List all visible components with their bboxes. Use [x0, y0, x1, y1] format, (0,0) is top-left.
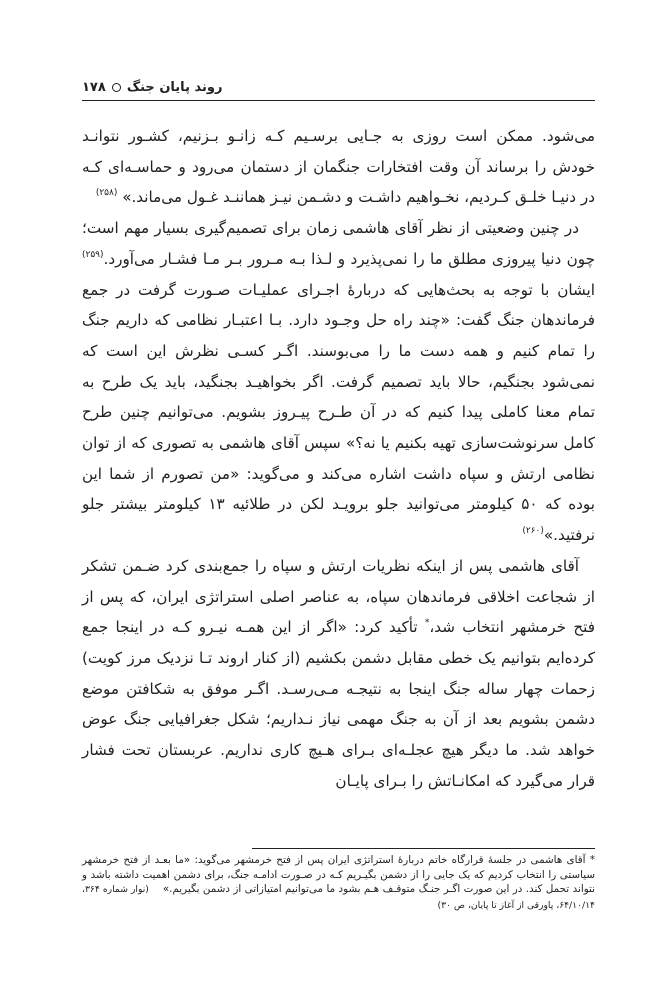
- paragraph-3: آقای هاشمی پس از اینکه نظریات ارتش و سپاه را جمع‌بندی کرد ضـمن تشکر از شجاعت اخلاقی فرماندهان سپاه، به عناصر اصلی استراتژی ایران، که پس از فتح خرمشهر انتخاب شد،* تأکید کرد: «اگر از این همـه نیـرو کـه در اینجا جمع کرده‌ایم بتوانیم یک خطی مقابل دشمن بکشیم (از کنار اروند تـا نزدیک مرز کویت) زحمات چهار ساله جنگ اینجا به نتیجـه مـی‌رسـد. اگـر موفق به شکافتن موضع دشمن بشویم بعد از آن به جنگ مهمی نیاز نـداریم؛ شکل جغرافیایی جنگ عوض خواهد شد. ما دیگر هیچ عجلـه‌ای بـرای هـیچ کاری نداریم. عربستان تحت فشار قرار می‌گیرد که امکانـاتش را بـرای پایـان: [82, 556, 595, 790]
- running-header: [82, 76, 595, 98]
- main-text: [82, 121, 595, 796]
- paragraph-1: می‌شود. ممکن است روزی به جـایی برسـیم کـه زانـو بـزنیم، کشـور نتوانـد خودش را برساند آن وقت افتخارات جنگمان از دستمان می‌رود و حماسـه‌ای کـه در دنیـا خلـق کـردیم، نخـواهیم داشـت و دشـمن نیـز هماننـد غـول می‌ماند.» $^{(۲۵۸)}$: [82, 127, 595, 207]
- page-number: ۱۷۸: [82, 79, 106, 95]
- reference-260: (۲۶۰): [522, 526, 544, 537]
- header-divider: [82, 100, 595, 101]
- footnote-marker: *: [424, 618, 430, 629]
- reference-259: (۲۵۹): [82, 249, 104, 260]
- footnote-source: (نوار شماره ۳۶۴، ۶۴/۱۰/۱۴، پاورقی از آغاز تا پایان، ص ۳۰): [82, 884, 595, 911]
- circle-icon: [112, 83, 121, 92]
- footnote-divider: [252, 848, 595, 849]
- footnote: [82, 853, 595, 913]
- paragraph-2: در چنین وضعیتی از نظر آقای هاشمی زمان برای تصمیم‌گیری بسیار مهم است؛ چون دنیا پیروزی مطلق ما را نمی‌پذیرد و لـذا بـه مـرور بـر مـا فشـار می‌آورد.$^{(۲۵۹)}$ ایشان با توجه به بحث‌هایی که دربارهٔ اجـرای عملیـات صـورت گرفت در جمع فرماندهان جنگ گفت: «چند راه حل وجـود دارد. بـا اعتبـار نظامی که داریم جنگ را تمام کنیم و همه دست ما را می‌بوسند. اگـر کسـی نظرش این است که نمی‌شود بجنگیم، حالا باید تصمیم گرفت. اگر بخواهیـد بجنگید، باید یک طرح به تمام معنا کاملی پیدا کنیم که در آن طـرح پیـروز بشویم. می‌توانیم چنین طرح کامل سرنوشت‌سازی تهیه بکنیم یا نه؟» سپس آقای هاشمی به تصوری که از توان نظامی ارتش و سپاه داشت اشاره می‌کند و می‌گوید: «من تصورم از شما این بوده که ۵۰ کیلومتر می‌توانید جلو برویـد لکن در طلائیه ۱۳ کیلومتر بیشتر جلو نرفتید.»$^{(۲۶۰)}$: [82, 219, 596, 545]
- chapter-title: روند پایان جنگ: [126, 79, 223, 95]
- reference-258: (۲۵۸): [95, 188, 118, 199]
- footnote-text: * آقای هاشمی در جلسهٔ قرارگاه خاتم دربارهٔ استراتژی ایران پس از فتح خرمشهر می‌گوید: «ما بعـد از فتح خرمشهر سیاستی را انتخاب کردیم که یک جایی را از دشمن بگیـریم کـه در صـورت ادامـه جنگ، برای دشمن اهمیت داشته باشد و نتواند تحمل کند. در این صورت اگـر جنـگ متوقـف هـم بشود ما می‌توانیم امتیازاتی از دشمن بگیریم.»: [82, 854, 595, 896]
